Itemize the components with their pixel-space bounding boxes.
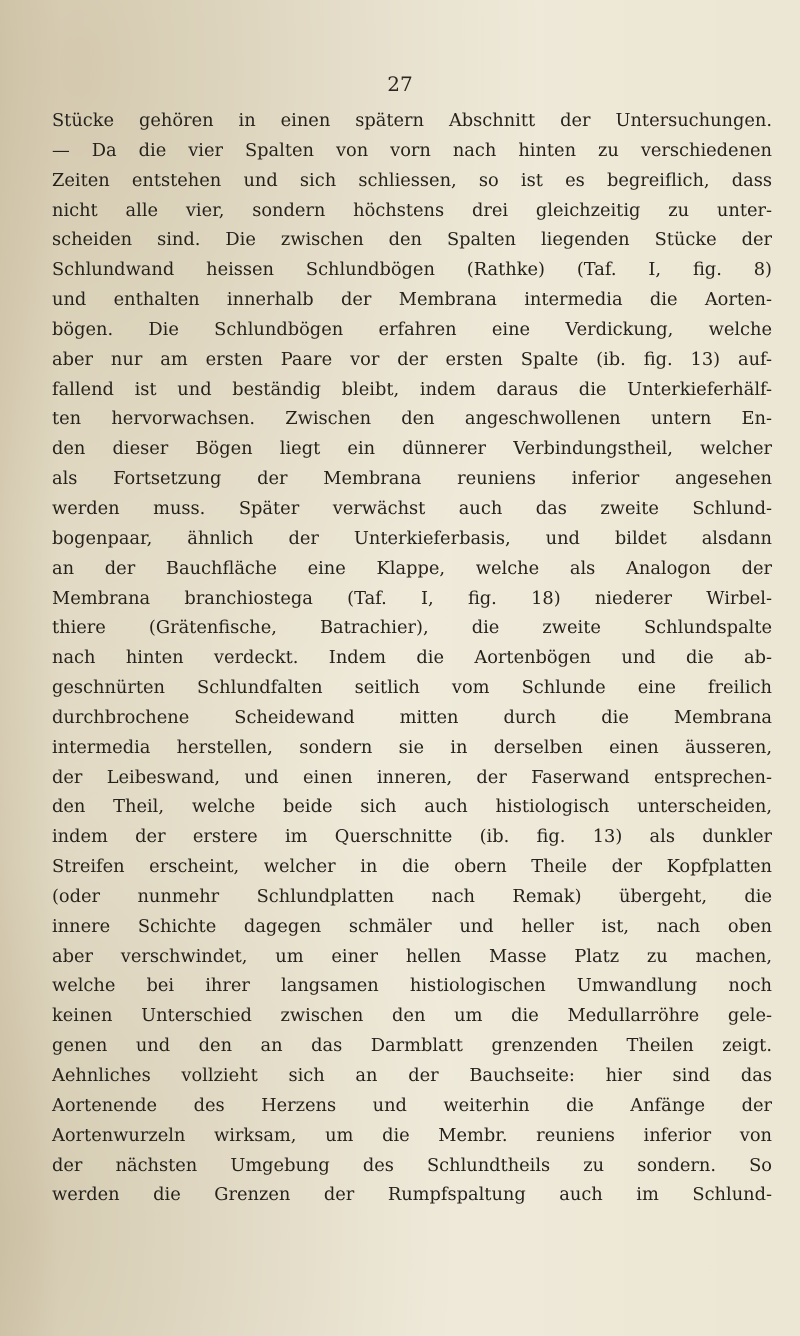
text-line: als Fortsetzung der Membrana reuniens inferior angesehen bbox=[52, 468, 772, 490]
text-line: (oder nunmehr Schlundplatten nach Remak) übergeht, die bbox=[52, 885, 772, 907]
text-line: Stücke gehören in einen spätern Abschnitt der Untersuchungen. bbox=[52, 110, 772, 131]
text-line: der nächsten Umgebung des Schlundtheils zu sondern. So bbox=[52, 1154, 772, 1176]
text-line: bögen. Die Schlundbögen erfahren eine Verdickung, welche bbox=[52, 318, 772, 340]
text-line: aber verschwindet, um einer hellen Masse Platz zu machen, bbox=[52, 945, 772, 967]
page-number: 27 bbox=[387, 72, 413, 96]
text-line: Aehnliches vollzieht sich an der Bauchseite: hier sind das bbox=[52, 1065, 772, 1086]
text-line: Schlundwand heissen Schlundbögen (Rathke) (Taf. I, fig. 8) bbox=[52, 259, 772, 281]
text-line: scheiden sind. Die zwischen den Spalten liegenden Stücke der bbox=[52, 229, 772, 251]
text-line: nach hinten verdeckt. Indem die Aortenbögen und die ab- bbox=[52, 647, 772, 669]
text-line: Zeiten entstehen und sich schliessen, so ist es begreiflich, dass bbox=[52, 169, 772, 191]
text-line: genen und den an das Darmblatt grenzenden Theilen zeigt. bbox=[52, 1035, 772, 1057]
body-text bbox=[52, 106, 772, 1210]
text-line: den dieser Bögen liegt ein dünnerer Verbindungstheil, welcher bbox=[52, 438, 772, 460]
text-line: — Da die vier Spalten von vorn nach hinten zu verschiedenen bbox=[52, 139, 772, 161]
text-line: geschnürten Schlundfalten seitlich vom Schlunde eine freilich bbox=[52, 677, 772, 699]
text-line: intermedia herstellen, sondern sie in derselben einen äusseren, bbox=[52, 736, 772, 758]
text-line: thiere (Grätenfische, Batrachier), die zweite Schlundspalte bbox=[52, 617, 772, 639]
text-line: an der Bauchfläche eine Klappe, welche als Analogon der bbox=[52, 557, 772, 579]
text-line: durchbrochene Scheidewand mitten durch die Membrana bbox=[52, 706, 772, 728]
text-line: den Theil, welche beide sich auch histiologisch unterscheiden, bbox=[52, 796, 772, 818]
text-line: innere Schichte dagegen schmäler und heller ist, nach oben bbox=[52, 915, 772, 937]
text-line: indem der erstere im Querschnitte (ib. fig. 13) als dunkler bbox=[52, 826, 772, 848]
text-line: welche bei ihrer langsamen histiologischen Umwandlung noch bbox=[52, 975, 772, 997]
text-line: und enthalten innerhalb der Membrana intermedia die Aorten- bbox=[52, 289, 772, 311]
text-line: Membrana branchiostega (Taf. I, fig. 18) niederer Wirbel- bbox=[52, 587, 772, 609]
text-line: aber nur am ersten Paare vor der ersten Spalte (ib. fig. 13) auf- bbox=[52, 348, 772, 370]
text-line: Aortenwurzeln wirksam, um die Membr. reuniens inferior von bbox=[52, 1124, 772, 1146]
text-line: werden die Grenzen der Rumpfspaltung auch im Schlund- bbox=[52, 1184, 772, 1206]
text-line: keinen Unterschied zwischen den um die Medullarröhre gele- bbox=[52, 1005, 772, 1027]
text-line: bogenpaar, ähnlich der Unterkieferbasis, und bildet alsdann bbox=[52, 527, 772, 549]
text-line: fallend ist und beständig bleibt, indem daraus die Unterkieferhälf- bbox=[52, 378, 772, 400]
text-line: werden muss. Später verwächst auch das zweite Schlund- bbox=[52, 497, 772, 519]
text-line: nicht alle vier, sondern höchstens drei gleichzeitig zu unter- bbox=[52, 199, 772, 221]
text-line: der Leibeswand, und einen inneren, der Faserwand entsprechen- bbox=[52, 766, 772, 788]
text-line: Streifen erscheint, welcher in die obern Theile der Kopfplatten bbox=[52, 856, 772, 878]
text-line: ten hervorwachsen. Zwischen den angeschwollenen untern En- bbox=[52, 408, 772, 430]
text-line: Aortenende des Herzens und weiterhin die Anfänge der bbox=[52, 1094, 772, 1116]
